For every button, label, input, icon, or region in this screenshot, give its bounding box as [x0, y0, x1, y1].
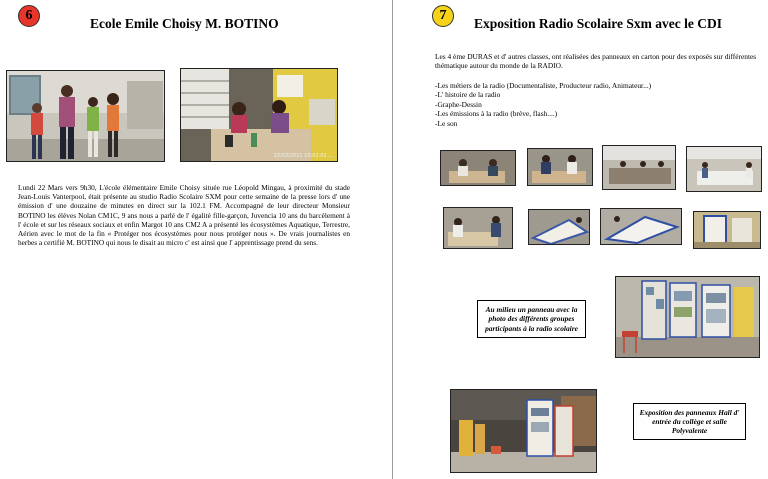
page-divider: [392, 0, 393, 479]
photo-radio-studio-image: [181, 69, 338, 162]
gallery-photo: [686, 146, 762, 192]
photo-hall-exhibition-image: [451, 390, 597, 473]
gallery-photo-image: [687, 147, 762, 192]
left-page-title: Ecole Emile Choisy M. BOTINO: [90, 16, 279, 31]
photo-exhibition-panels: [615, 276, 760, 358]
photo-radio-studio: [180, 68, 338, 162]
gallery-photo-image: [694, 212, 761, 249]
photo-exhibition-panels-image: [616, 277, 760, 358]
page-number-badge-right: 7: [432, 5, 454, 27]
photo-students-group: [6, 70, 165, 162]
gallery-photo-image: [603, 146, 676, 190]
gallery-photo: [693, 211, 761, 249]
topic-item: -Le son: [435, 118, 458, 128]
gallery-photo: [600, 208, 682, 245]
topics-list: [435, 81, 755, 128]
gallery-photo-image: [441, 151, 516, 186]
gallery-photo-image: [601, 209, 682, 245]
gallery-photo: [528, 209, 590, 245]
caption-bottom: Exposition des panneaux Hall d' entrée du collège et salle Polyvalente: [633, 403, 746, 440]
gallery-photo-image: [528, 149, 593, 186]
photo-timestamp: 22/03/2021 10:02:02 ...: [273, 153, 333, 159]
caption-middle: Au milieu un panneau avec la photo des différents groupes participants à la radio scolaire: [477, 300, 586, 338]
gallery-photo: [440, 150, 516, 186]
photo-students-group-image: [7, 71, 165, 162]
right-page-title: Exposition Radio Scolaire Sxm avec le CDI: [474, 16, 723, 31]
topic-item: -L' histoire de la radio: [435, 90, 501, 100]
gallery-photo-image: [529, 210, 590, 245]
article-paragraph: Lundi 22 Mars vers 9h30, L'école élémentaire Emile Choisy située rue Léopold Mingau, à proximité du stade Jean-Louis Vanterpool, était présente au studio Radio Scolaire SXM pour cette semaine de la presse lors d' une émission d' une douzaine de minutes en direct sur la 102.1 FM. Accompagné de leur directeur Monsieur BOTINO les élèves Nolan CM1C, 9 ans nous a parlé de l' égalité fille-garçon, Juvencia 10 ans du harcèlement à l' école et sur les réseaux sociaux et enfin Margot 10 ans CM2 A a présenté les écosystèmes Aquatique, Terrestre, Aérien avec le mot de la fin « Protéger nos écosystèmes pour nous protéger nous ». De vrais journalistes en herbes a certifié M. BOTINO qui nous le disait au micro c' est ainsi que l' apprentissage prend du sens.: [18, 183, 350, 248]
exposition-intro: Les 4 ème DURAS et d' autres classes, ont réalisées des panneaux en carton pour des exposés sur différentes thématique autour du monde de la RADIO.: [435, 52, 757, 71]
topic-item: -Les métiers de la radio (Documentaliste, Producteur radio, Animateur...): [435, 81, 652, 90]
gallery-photo-image: [444, 208, 513, 249]
page-number-badge-left: 6: [18, 5, 40, 27]
gallery-photo: [443, 207, 513, 249]
topic-item: -Les émissions à la radio (brève, flash....): [435, 109, 558, 119]
photo-hall-exhibition: [450, 389, 597, 473]
topic-item: -Graphe-Dessin: [435, 99, 482, 109]
gallery-photo: [602, 145, 676, 190]
gallery-photo: [527, 148, 593, 186]
